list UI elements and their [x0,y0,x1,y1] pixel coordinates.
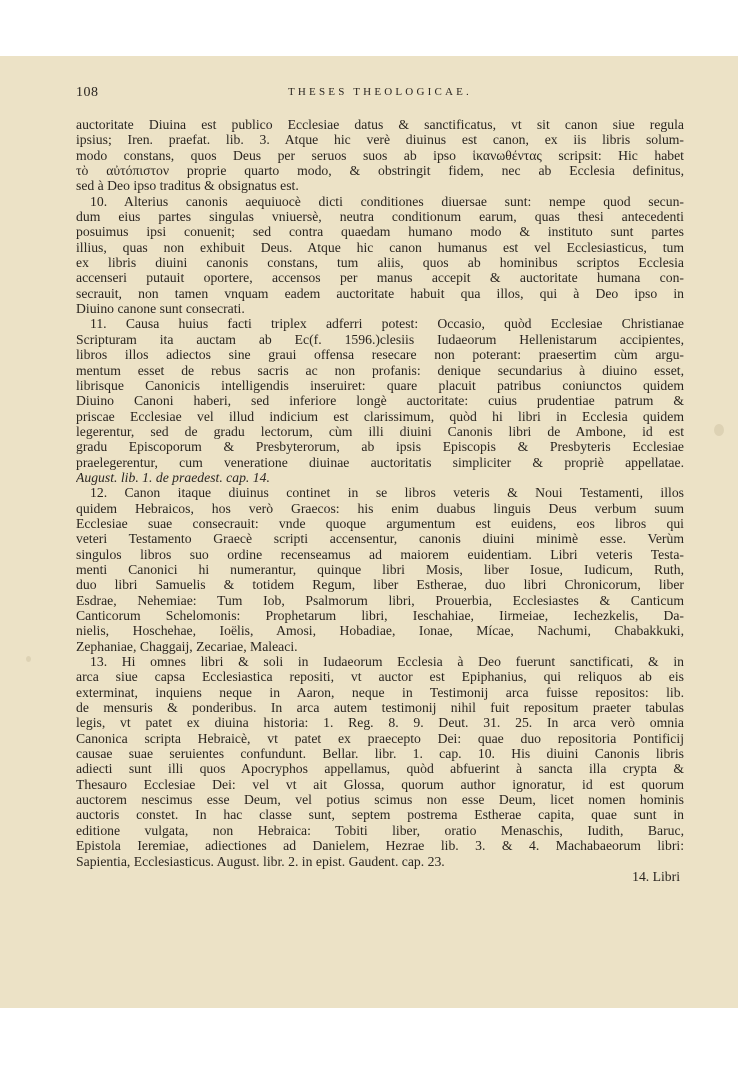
text-line: singulos libros suo ordine recenseamus ad maiorem euidentiam. Libri veteris Testa- [76,546,684,562]
text-line: Esdrae, Nehemiae: Tum Iob, Psalmorum libri, Prouerbia, Ecclesiastes & Canticum [76,592,684,608]
text-line: causae suae seruientes confundunt. Bellar. libr. 1. cap. 10. His diuini Canonis libris [76,746,684,762]
text-line: Epistola Ieremiae, adiectiones ad Danielem, Hezrae lib. 3. & 4. Machabaeorum libri: [76,838,684,854]
text-line: Diuino canone sunt consecrati. [76,301,245,317]
text-line: Sapientia, Ecclesiasticus. August. libr. 2. in epist. Gaudent. cap. 23. [76,853,445,869]
text-line: mentum esset de rebus sacris ac non profanis: denique secundarius à diuino esset, [76,362,684,378]
text-line: August. lib. 1. de praedest. cap. 14. [76,469,270,485]
page-header [76,85,684,105]
text-line: praelegerentur, cum veneratione diuinae auctoritatis simpliciter & propriè appellatae. [76,454,684,470]
text-line: accenseri putauit oportere, accensos per manus accepit & auctoritate humana con- [76,270,684,286]
text-line: modo constans, quos Deus per seruos suos ab ipso ἱκανωθέντας scripsit: Hic habet [76,147,684,163]
text-line: legis, vt patet ex diuina historia: 1. Reg. 8. 9. Deut. 31. 25. In arca verò omnia [76,715,684,731]
text-line: posuimus ipsi conuenit; sed contra quaedam humano modo & instituto sunt partes [76,224,684,240]
running-title: THESES THEOLOGICAE. [287,86,473,98]
text-line: auctoritate Diuina est publico Ecclesiae datus & sanctificatus, vt sit canon siue regula [76,117,684,132]
text-line: 12. Canon itaque diuinus continet in se libros veteris & Noui Testamenti, illos [90,485,684,501]
text-line: Ecclesiae suae consecrauit: vnde quoque argumentum est euidens, eos libros qui [76,515,684,531]
text-line: Thesauro Ecclesiae Dei: vel vt ait Glossa, quorum author ignoratur, id est quorum [76,776,684,792]
text-line: 13. Hi omnes libri & soli in Iudaeorum Ecclesia à Deo fuerunt sanctificati, & in [90,654,684,670]
text-line: dum eius partes singulas vniuersè, neutra conditionum earum, quas thesi antecedenti [76,209,684,225]
body-text [76,117,684,884]
text-line: librisque Canonicis intelligendis inseruiret: quare placuit patribus coniunctos quidem [76,377,684,393]
text-line: duo libri Samuelis & totidem Regum, liber Estherae, duo libri Chronicorum, liber [76,577,684,593]
text-line: auctorem nescimus esse Deum, vel potius scimus non esse Deum, licet nomen hominis [76,792,684,808]
text-line: Diuino Canoni haberi, sed inferiore longè auctoritate: cuius prudentiae patrum & [76,393,684,409]
text-line: adiecti sunt illi quos Apocryphos appellamus, quòd abfuerint à sancta illa crypta & [76,761,684,777]
text-line: menti Canonici hi numerantur, quinque libri Mosis, liber Iosue, Iudicum, Ruth, [76,561,684,577]
text-line: arca siue capsa Ecclesiastica repositi, vt auctor est Epiphanius, qui reliquos ab eis [76,669,684,685]
text-line: legerentur, sed de gradu lectorum, cùm illi diuini Canonis libri de Ambone, id est [76,423,684,439]
text-line: ipsius; Iren. praefat. lib. 3. Atque hic verè diuinus est canon, ex iis libris solum- [76,132,684,148]
text-line: exterminat, inquiens neque in Aaron, neque in Testimonij arca fuisse repositos: lib. [76,684,684,700]
text-line: τὸ αὐτόπιστον proprie quarto modo, & obstringit fidem, nec ab Ecclesia definitus, [76,163,684,179]
text-line: Zephaniae, Chaggaij, Zecariae, Maleaci. [76,638,298,654]
text-line: priscae Ecclesiae vel illud indicium est clarissimum, quòd hi libri in Ecclesia quidem [76,408,684,424]
paper-stain [26,656,31,662]
text-line: de mensuris & ponderibus. In arca autem testimonij nihil fuit repositum praeter tabulas [76,700,684,716]
text-line: Scripturam ita auctam ab Ec(f. 1596.)clesiis Iudaeorum Hellenistarum accipientes, [76,331,684,347]
book-page [0,56,738,1008]
text-line: quidem Hebraicos, hos verò Graecos: his enim duabus linguis Deus verbum suum [76,500,684,516]
text-line: sed à Deo ipso traditus & obsignatus est. [76,178,299,194]
text-line: gradu Episcoporum & Presbyterorum, ab ipsis Episcopis & Presbyteris Ecclesiae [76,439,684,455]
text-line: auctoris constet. In hac classe sunt, septem postrema Estherae capita, quae sunt in [76,807,684,823]
paper-stain [714,424,724,436]
text-line: veteri Testamento Graecè scripti accensentur, canonis diuini minimè esse. Verùm [76,531,684,547]
page-number: 108 [76,85,99,100]
text-line: secrauit, non tamen vnquam eadem auctoritate habuit qua illos, qui à Deo ipso in [76,285,684,301]
text-line: 10. Alterius canonis aequiuocè dicti conditiones diuersae sunt: nempe quod secun- [90,193,684,209]
text-line: illius, quas non exhibuit Deus. Atque hic canon humanus est vel Ecclesiasticus, tum [76,239,684,255]
text-line: Canticorum Schelomonis: Prophetarum libri, Ieschahiae, Iirmeiae, Iechezkelis, Da- [76,608,684,623]
text-line: nielis, Hoschehae, Ioëlis, Amosi, Hobadiae, Ionae, Mícae, Nachumi, Chabakkuki, [76,623,684,639]
text-line: editione vulgata, non Hebraica: Tobiti liber, oratio Menaschis, Iudith, Baruc, [76,822,684,838]
text-line: ex libris diuini canonis constans, tum aliis, quos ab hominibus scriptos Ecclesia [76,255,684,271]
text-line: libros illos adiectos sine graui offensa resecare non poterant: praesertim cùm argu- [76,347,684,363]
catchword: 14. Libri [632,868,680,884]
text-line: Canonica scripta Hebraicè, vt patet ex praecepto Dei: quae duo repositoria Pontificij [76,730,684,746]
text-line: 11. Causa huius facti triplex adferri potest: Occasio, quòd Ecclesiae Christianae [90,316,684,332]
